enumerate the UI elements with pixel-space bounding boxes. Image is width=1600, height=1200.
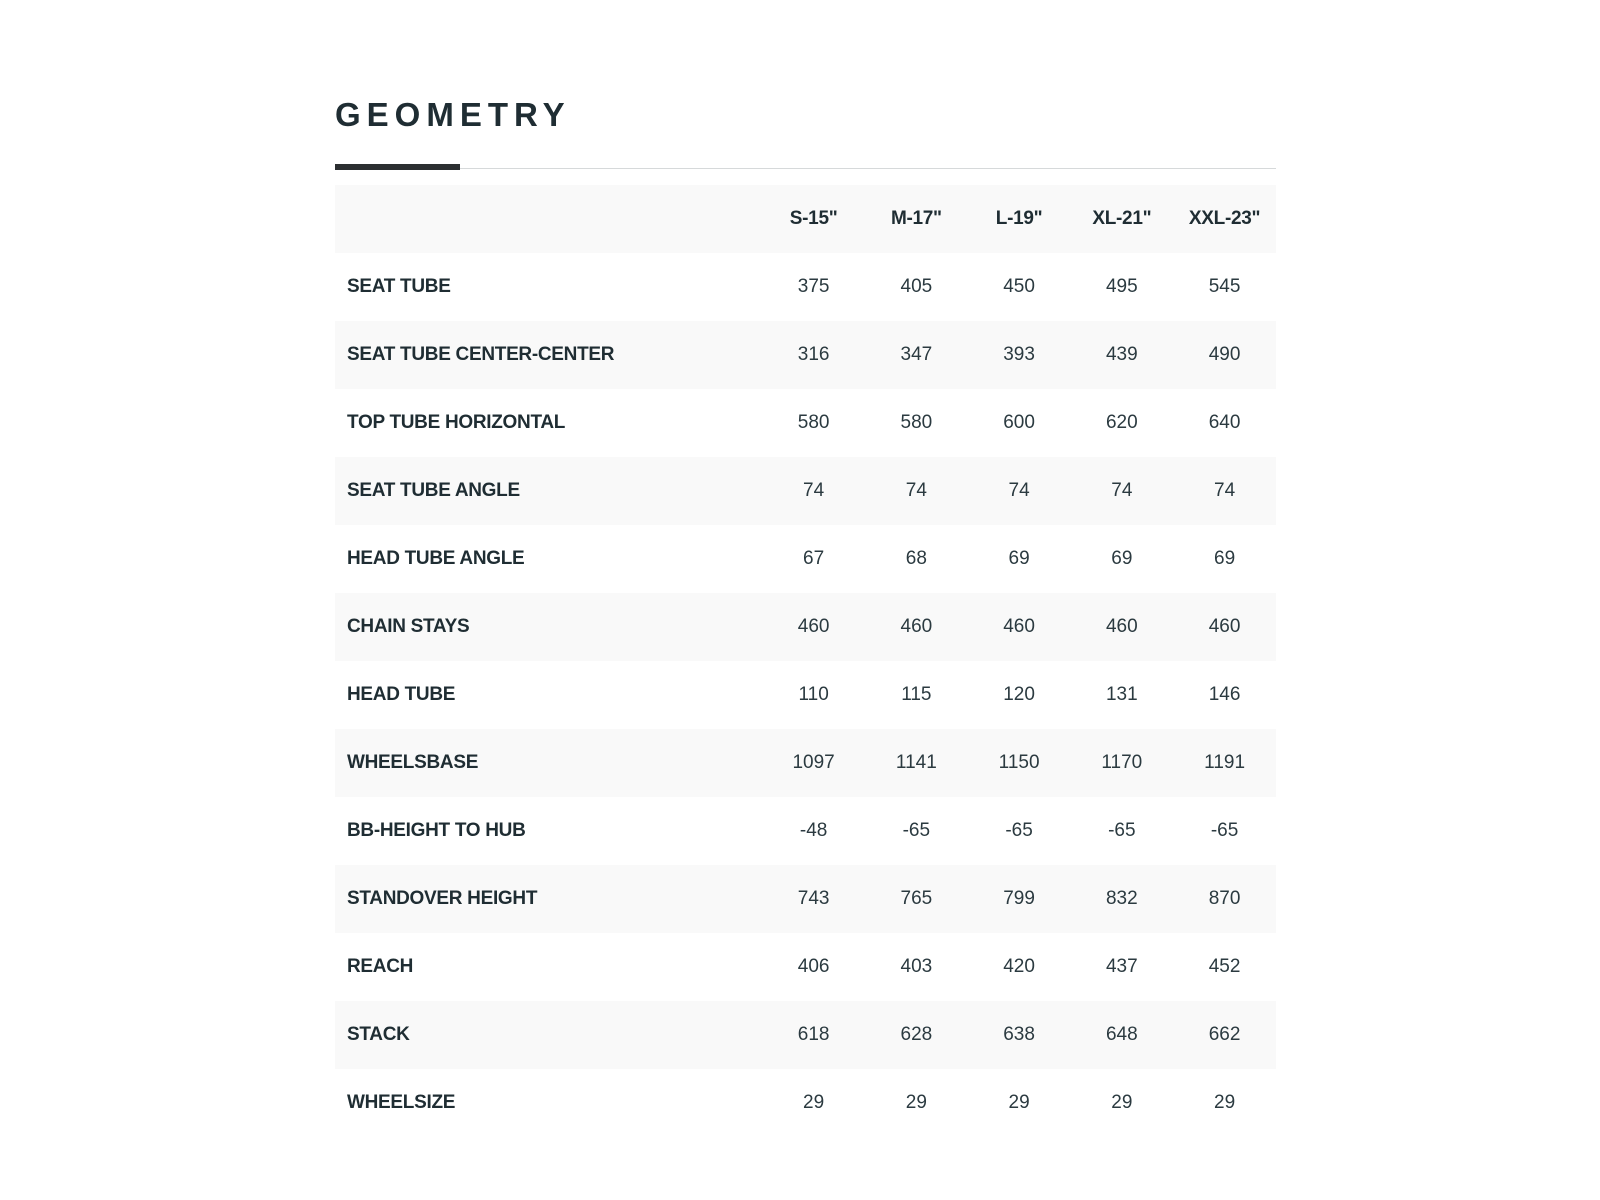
- table-cell: 29: [803, 1092, 825, 1113]
- table-cell: 110: [798, 684, 829, 705]
- table-cell: -65: [1210, 820, 1239, 841]
- table-cell: 316: [797, 344, 830, 365]
- table-cell: 618: [797, 1024, 830, 1045]
- table-cell: 1150: [998, 752, 1040, 773]
- table-cell: 1170: [1101, 752, 1143, 773]
- table-cell: 68: [905, 548, 927, 569]
- table-cell: 638: [1003, 1024, 1035, 1045]
- table-cell: -65: [902, 820, 931, 841]
- table-cell: 545: [1208, 276, 1241, 297]
- table-cell: 115: [901, 684, 932, 705]
- header-blank-cell: [335, 185, 762, 253]
- table-row: [335, 933, 1276, 1001]
- table-cell: 406: [797, 956, 830, 977]
- table-cell: 67: [803, 548, 825, 569]
- table-cell: 452: [1208, 956, 1241, 977]
- table-cell: 375: [797, 276, 830, 297]
- table-cell: 460: [797, 616, 830, 637]
- table-cell: 460: [1105, 616, 1138, 637]
- table-cell: 74: [803, 480, 825, 501]
- table-cell: 662: [1208, 1024, 1241, 1045]
- table-cell: 74: [1111, 480, 1133, 501]
- row-label: HEAD TUBE: [347, 684, 456, 705]
- table-cell: 450: [1003, 276, 1035, 297]
- table-cell: 74: [905, 480, 927, 501]
- row-label: SEAT TUBE CENTER-CENTER: [347, 344, 615, 365]
- row-label: TOP TUBE HORIZONTAL: [347, 412, 566, 433]
- table-cell: 870: [1208, 888, 1241, 909]
- table-cell: 29: [1214, 1092, 1236, 1113]
- row-label: REACH: [347, 956, 414, 977]
- table-cell: 131: [1105, 684, 1138, 705]
- geometry-table: [335, 185, 1276, 1137]
- table-cell: 495: [1105, 276, 1138, 297]
- table-cell: 1191: [1204, 752, 1246, 773]
- section-title: GEOMETRY: [335, 96, 571, 133]
- table-cell: 74: [1008, 480, 1030, 501]
- table-cell: 120: [1003, 684, 1035, 705]
- size-header-xxl: XXL-23": [1188, 208, 1261, 229]
- table-cell: 393: [1003, 344, 1035, 365]
- table-cell: 347: [900, 344, 933, 365]
- table-row: [335, 865, 1276, 933]
- table-cell: 580: [900, 412, 933, 433]
- table-cell: 1141: [895, 752, 937, 773]
- table-cell: 69: [1111, 548, 1133, 569]
- row-label: WHEELSBASE: [347, 752, 479, 773]
- title-accent-bar: [335, 164, 460, 170]
- table-row: [335, 253, 1276, 321]
- table-cell: 490: [1208, 344, 1241, 365]
- table-header-row: [335, 185, 1276, 253]
- row-label: CHAIN STAYS: [347, 616, 470, 637]
- size-header-m: M-17": [890, 208, 942, 229]
- row-label: WHEELSIZE: [347, 1092, 456, 1113]
- geometry-section: [335, 90, 1276, 1137]
- table-row: [335, 457, 1276, 525]
- table-cell: 648: [1105, 1024, 1138, 1045]
- row-label: HEAD TUBE ANGLE: [347, 548, 525, 569]
- table-cell: 405: [900, 276, 933, 297]
- table-cell: 29: [905, 1092, 927, 1113]
- table-row: [335, 661, 1276, 729]
- table-cell: 600: [1003, 412, 1035, 433]
- size-header-s: S-15": [789, 208, 838, 229]
- table-cell: 420: [1003, 956, 1035, 977]
- table-row: [335, 729, 1276, 797]
- table-cell: -65: [1005, 820, 1033, 841]
- table-cell: 460: [1208, 616, 1241, 637]
- table-cell: 439: [1105, 344, 1138, 365]
- table-row: [335, 389, 1276, 457]
- table-row: [335, 525, 1276, 593]
- size-header-xl: XL-21": [1092, 208, 1152, 229]
- title-underline: [335, 164, 1276, 170]
- table-row: [335, 321, 1276, 389]
- size-header-l: L-19": [995, 208, 1043, 229]
- table-cell: 640: [1208, 412, 1241, 433]
- table-cell: -48: [799, 820, 828, 841]
- row-label: SEAT TUBE: [347, 276, 451, 297]
- table-cell: 580: [797, 412, 830, 433]
- table-cell: 146: [1208, 684, 1241, 705]
- row-label: BB-HEIGHT TO HUB: [347, 820, 526, 841]
- row-label: SEAT TUBE ANGLE: [347, 480, 520, 501]
- table-body: [335, 253, 1276, 1137]
- table-cell: 69: [1008, 548, 1030, 569]
- table-cell: 74: [1214, 480, 1236, 501]
- table-cell: 69: [1214, 548, 1236, 569]
- table-cell: 832: [1105, 888, 1138, 909]
- table-cell: 29: [1111, 1092, 1133, 1113]
- table-cell: 743: [797, 888, 830, 909]
- table-row: [335, 593, 1276, 661]
- table-cell: 437: [1105, 956, 1138, 977]
- table-row: [335, 797, 1276, 865]
- table-cell: 765: [900, 888, 933, 909]
- table-cell: 1097: [792, 752, 835, 773]
- table-cell: 460: [1003, 616, 1035, 637]
- row-label: STACK: [347, 1024, 410, 1045]
- row-label: STANDOVER HEIGHT: [347, 888, 538, 909]
- table-cell: 460: [900, 616, 933, 637]
- table-cell: -65: [1108, 820, 1136, 841]
- table-cell: 620: [1105, 412, 1138, 433]
- table-cell: 628: [900, 1024, 933, 1045]
- table-row: [335, 1069, 1276, 1137]
- table-cell: 29: [1008, 1092, 1030, 1113]
- divider-line: [335, 168, 1276, 169]
- table-cell: 403: [900, 956, 933, 977]
- table-row: [335, 1001, 1276, 1069]
- table-cell: 799: [1003, 888, 1035, 909]
